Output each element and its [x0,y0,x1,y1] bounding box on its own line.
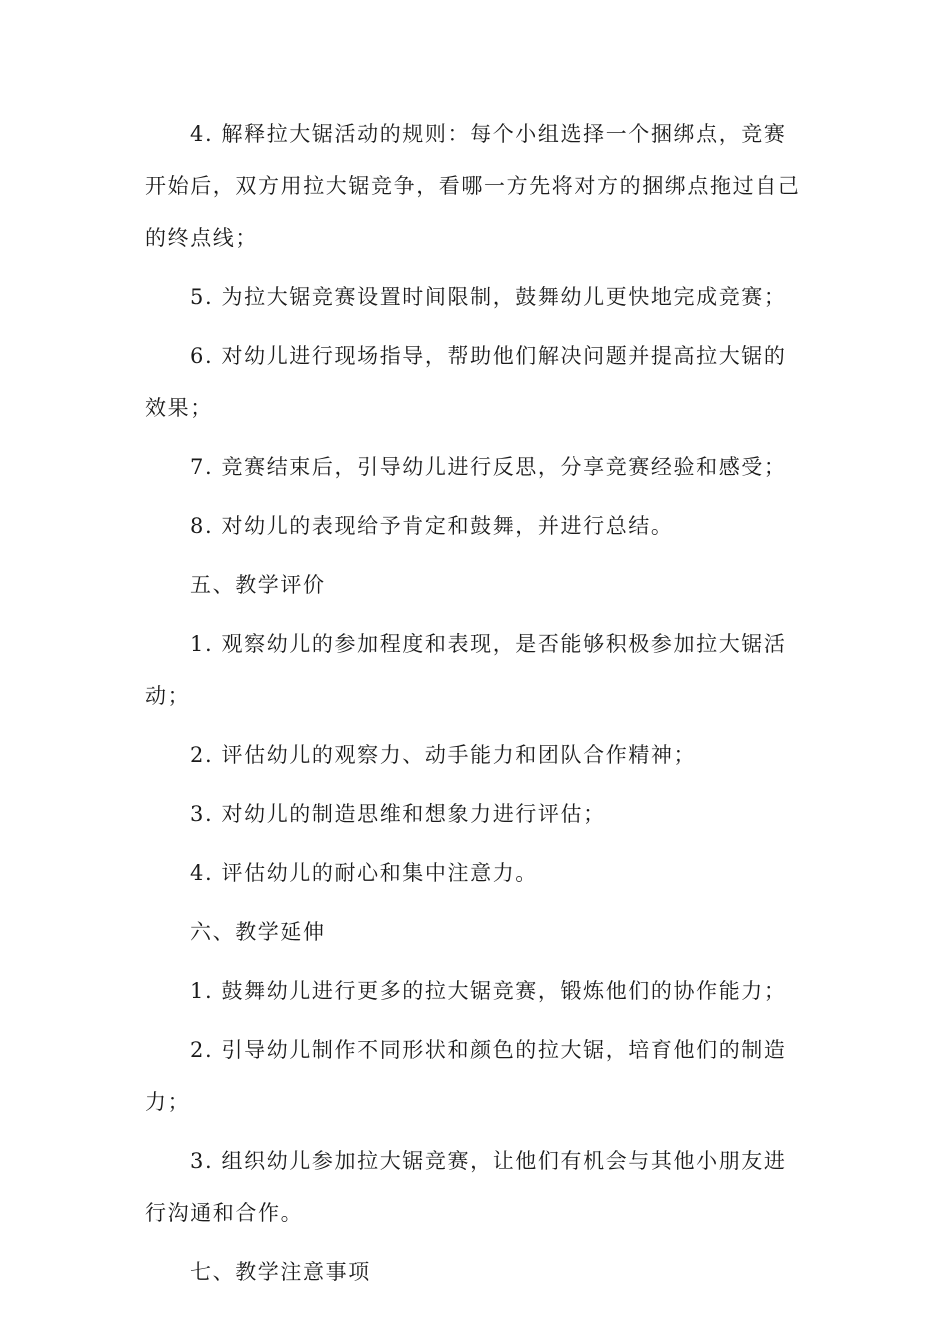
list-item-ext-more-games: 1. 鼓舞幼儿进行更多的拉大锯竞赛，锻炼他们的协作能力； [190,979,787,1003]
section-heading-evaluation: 五、教学评价 [190,573,326,597]
list-item-reflection: 7. 竞赛结束后，引导幼儿进行反思，分享竞赛经验和感受； [190,455,787,479]
document-body [145,108,805,1305]
list-item-time-limit: 5. 为拉大锯竞赛设置时间限制，鼓舞幼儿更快地完成竞赛； [190,285,787,309]
list-item-eval-patience: 4. 评估幼儿的耐心和集中注意力。 [190,861,538,885]
list-item-ext-make-saws: 2. 引导幼儿制作不同形状和颜色的拉大锯，培育他们的制造力； [145,1038,787,1114]
list-item-rules: 4. 解释拉大锯活动的规则：每个小组选择一个捆绑点，竞赛开始后，双方用拉大锯竞争，看哪一方先将对方的捆绑点拖过自己的终点线； [145,122,801,250]
list-item-summary: 8. 对幼儿的表现给予肯定和鼓舞，并进行总结。 [190,514,674,538]
list-item-eval-participation: 1. 观察幼儿的参加程度和表现，是否能够积极参加拉大锯活动； [145,632,787,708]
list-item-ext-competition: 3. 组织幼儿参加拉大锯竞赛，让他们有机会与其他小朋友进行沟通和合作。 [145,1149,787,1225]
section-heading-notes: 七、教学注意事项 [190,1260,371,1284]
list-item-guidance: 6. 对幼儿进行现场指导，帮助他们解决问题并提高拉大锯的效果； [145,344,787,420]
list-item-eval-ability: 2. 评估幼儿的观察力、动手能力和团队合作精神； [190,743,697,767]
section-heading-extension: 六、教学延伸 [190,920,326,944]
list-item-eval-creativity: 3. 对幼儿的制造思维和想象力进行评估； [190,802,606,826]
